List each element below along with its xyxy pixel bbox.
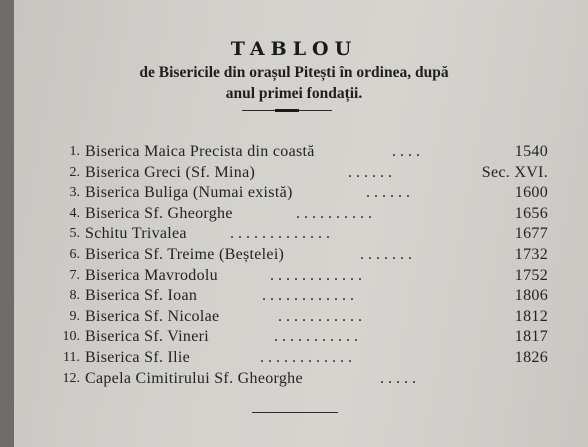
list-item xyxy=(48,369,548,390)
item-name: Capela Cimitirului Sf. Gheorghe xyxy=(85,369,303,387)
item-name: Biserica Sf. Nicolae xyxy=(85,307,220,325)
item-number: 4. xyxy=(69,205,80,221)
item-year: 1826 xyxy=(514,348,548,366)
leader-dots: . . . . . . . . . . . xyxy=(274,328,358,346)
item-year: 1732 xyxy=(514,245,548,263)
leader-dots: . . . . xyxy=(392,143,420,160)
book-page xyxy=(14,0,588,447)
item-year: 1540 xyxy=(514,143,548,160)
list-item xyxy=(48,183,548,204)
item-year: 1677 xyxy=(514,225,548,243)
list-item xyxy=(48,307,548,328)
item-name: Biserica Sf. Ioan xyxy=(85,287,198,305)
item-year: 1806 xyxy=(514,287,548,305)
item-number: 11. xyxy=(63,349,80,365)
subtitle-line-2: anul primei fondații. xyxy=(225,85,363,102)
bottom-divider-rule xyxy=(252,412,338,413)
list-item xyxy=(48,327,548,348)
item-year: 1812 xyxy=(514,307,548,325)
page-title: TABLOU xyxy=(230,38,358,60)
list-item xyxy=(48,348,548,369)
list-item xyxy=(48,163,548,184)
item-number: 6. xyxy=(69,246,80,262)
item-name: Biserica Sf. Vineri xyxy=(85,328,209,346)
item-year: 1817 xyxy=(514,328,548,346)
title-ornament-rule xyxy=(242,109,332,111)
item-name: Biserica Sf. Treime (Beștelei) xyxy=(85,245,285,263)
item-name: Biserica Mavrodolu xyxy=(85,266,218,284)
item-name: Biserica Greci (Sf. Mina) xyxy=(85,163,256,181)
leader-dots: . . . . . xyxy=(380,369,416,387)
leader-dots: . . . . . . . . . . . xyxy=(278,307,362,325)
leader-dots: . . . . . . xyxy=(348,163,392,181)
list-item xyxy=(48,224,548,245)
item-name: Biserica Buliga (Numai există) xyxy=(85,184,293,202)
item-name: Biserica Maica Precista din coastă xyxy=(85,143,315,160)
item-year: 1752 xyxy=(514,266,548,284)
item-name: Biserica Sf. Gheorghe xyxy=(85,204,233,222)
item-year: Sec. XVI. xyxy=(481,163,548,181)
leader-dots: . . . . . . . . . . . . xyxy=(260,348,352,366)
leader-dots: . . . . . . . . . . xyxy=(296,204,372,222)
item-year: 1656 xyxy=(514,204,548,222)
leader-dots: . . . . . . xyxy=(366,184,410,202)
list-item xyxy=(48,266,548,287)
church-list xyxy=(48,142,548,389)
item-number: 5. xyxy=(69,226,80,242)
item-number: 9. xyxy=(69,308,80,324)
list-item xyxy=(48,204,548,225)
item-number: 10. xyxy=(62,329,80,345)
item-year: 1600 xyxy=(514,184,548,202)
leader-dots: . . . . . . . xyxy=(360,245,412,263)
item-name: Schitu Trivalea xyxy=(85,225,187,243)
list-item xyxy=(48,142,548,163)
item-number: 3. xyxy=(69,185,80,201)
leader-dots: . . . . . . . . . . . . . xyxy=(230,225,330,243)
ornament-thick-bar xyxy=(275,109,299,112)
leader-dots: . . . . . . . . . . . . xyxy=(262,287,354,305)
item-number: 12. xyxy=(62,370,80,386)
leader-dots: . . . . . . . . . . . . xyxy=(270,266,362,284)
item-number: 2. xyxy=(69,164,80,180)
list-item xyxy=(48,245,548,266)
item-number: 1. xyxy=(69,144,80,159)
subtitle-line-1: de Bisericile din orașul Pitești în ordinea, după xyxy=(139,64,449,81)
item-name: Biserica Sf. Ilie xyxy=(85,348,191,366)
list-item xyxy=(48,286,548,307)
item-number: 7. xyxy=(69,267,80,283)
item-number: 8. xyxy=(69,288,80,304)
